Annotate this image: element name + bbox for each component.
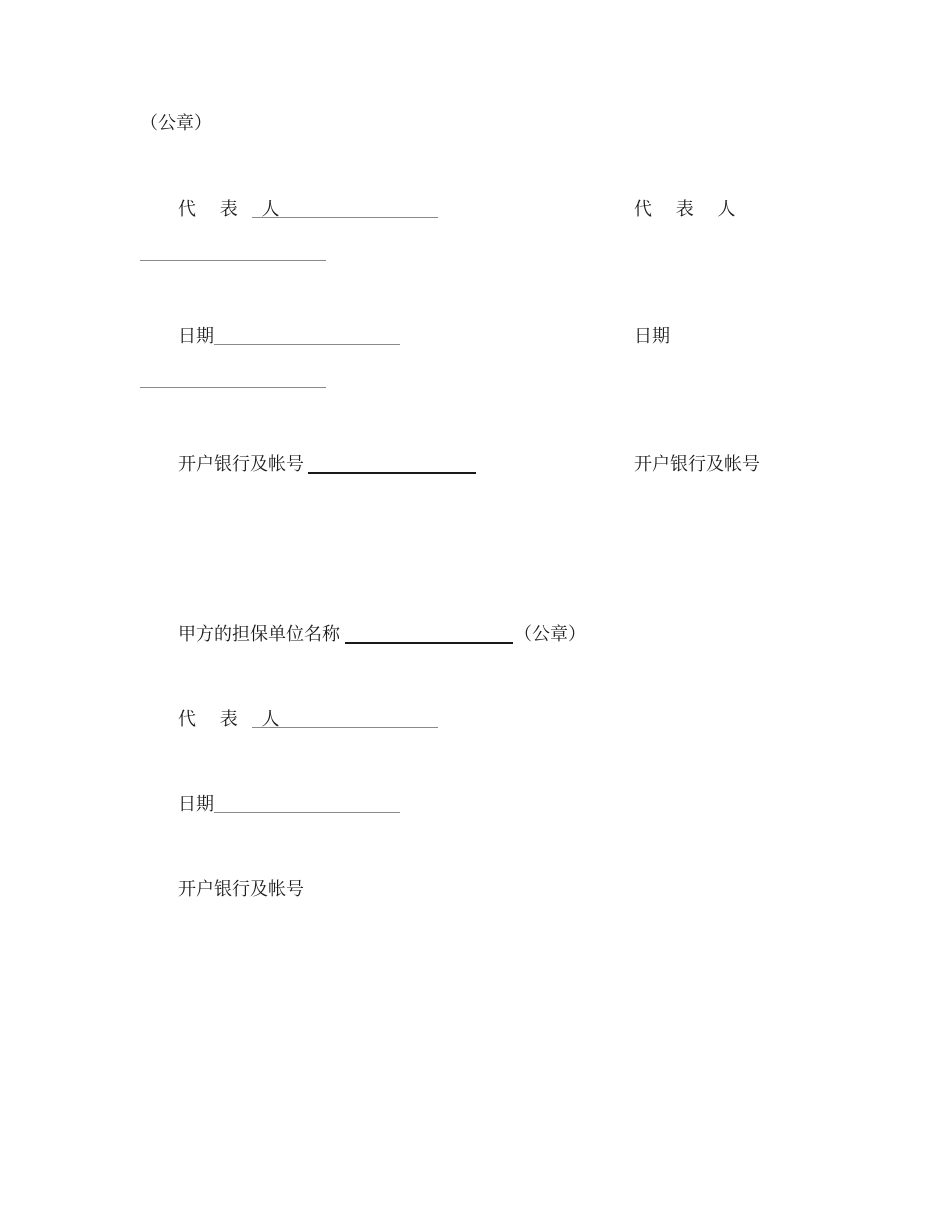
guarantor-date-label: 日期 — [178, 794, 214, 815]
representative-signature-line-right[interactable] — [140, 260, 326, 261]
guarantor-representative-label: 代 表 人 — [178, 709, 289, 730]
date-label-left: 日期 — [178, 326, 214, 347]
date-label-right: 日期 — [634, 326, 670, 347]
date-line-right[interactable] — [140, 387, 326, 388]
bank-account-label-right: 开户银行及帐号 — [634, 454, 760, 475]
representative-signature-line-left[interactable] — [252, 217, 438, 218]
guarantor-name-label: 甲方的担保单位名称 — [178, 624, 340, 645]
bank-account-label-left: 开户银行及帐号 — [178, 454, 304, 475]
representative-label-right: 代 表 人 — [634, 199, 745, 220]
representative-label-left: 代 表 人 — [178, 199, 289, 220]
guarantor-name-line[interactable] — [345, 642, 513, 644]
guarantor-date-line[interactable] — [214, 812, 400, 813]
guarantor-bank-account-label: 开户银行及帐号 — [178, 879, 304, 900]
bank-account-line-left[interactable] — [308, 472, 476, 474]
date-line-left[interactable] — [214, 344, 400, 345]
guarantor-representative-line[interactable] — [252, 727, 438, 728]
guarantor-seal-label: （公章） — [514, 624, 586, 645]
seal-label-top: （公章） — [140, 113, 212, 134]
